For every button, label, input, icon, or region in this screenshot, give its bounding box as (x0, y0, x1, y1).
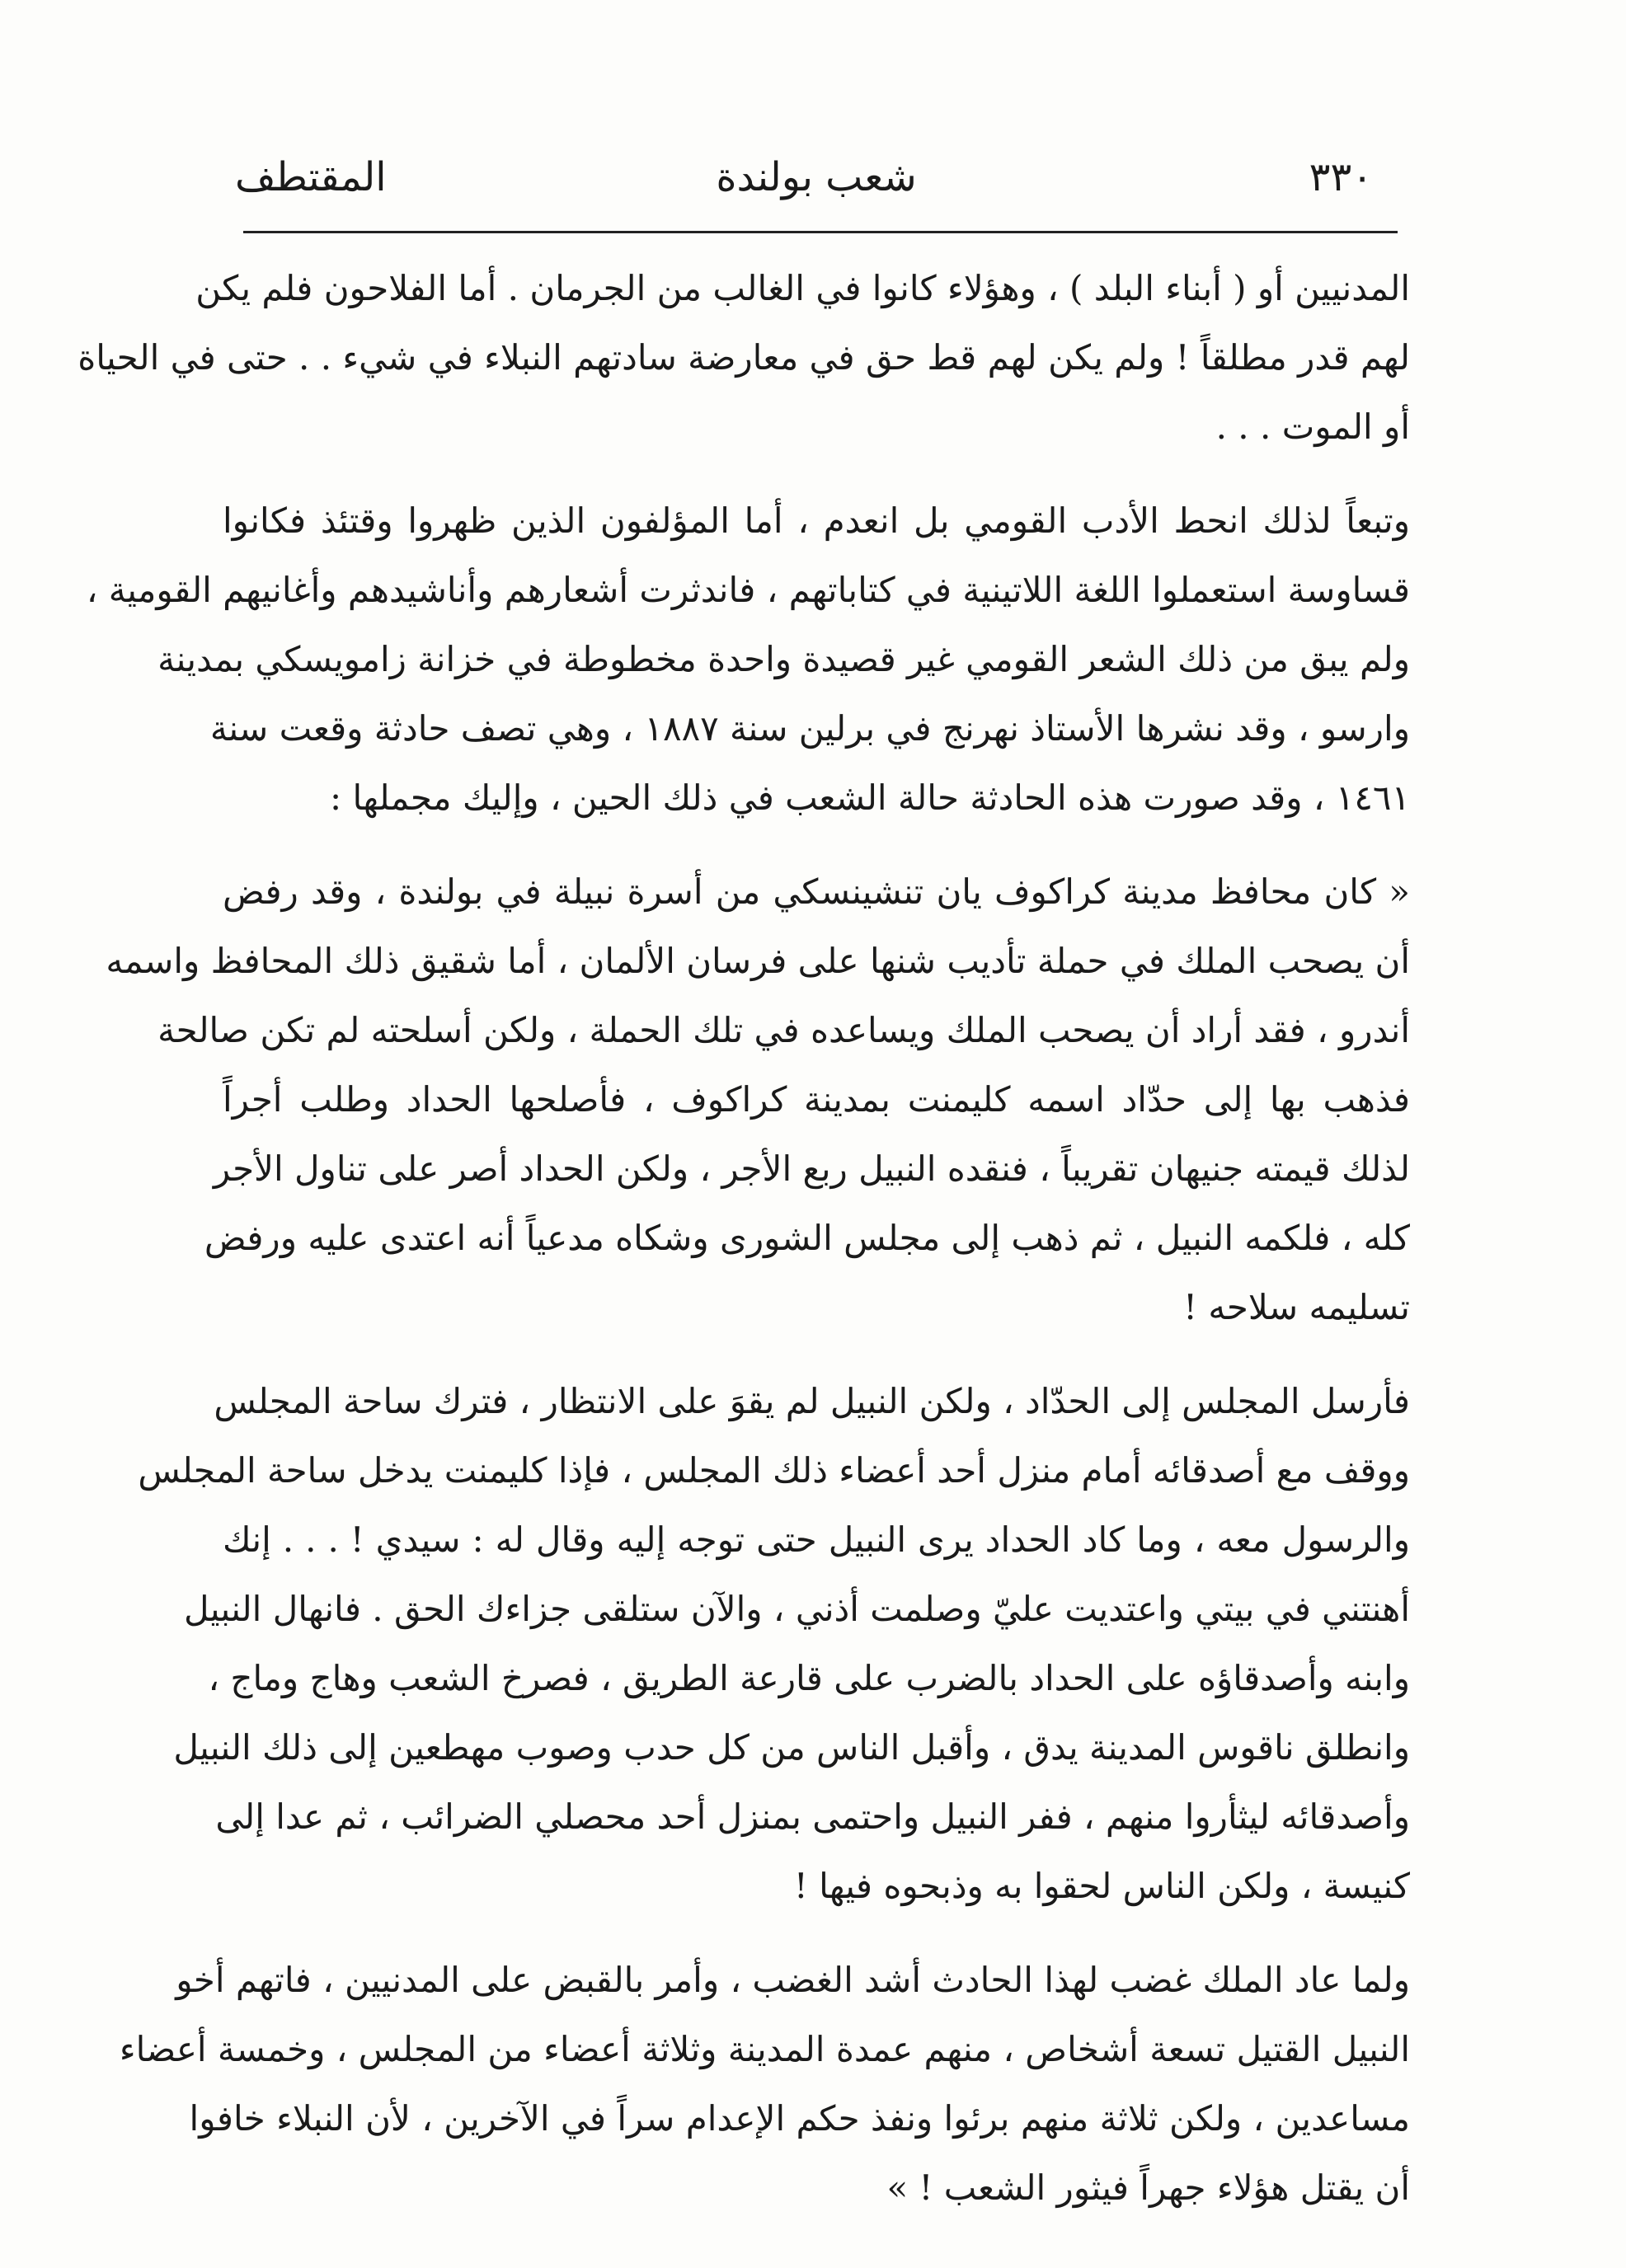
paragraph-5 (119, 1946, 1410, 2223)
text-line: كله ، فلكمه النبيل ، ثم ذهب إلى مجلس الشورى وشكاه مدعياً أنه اعتدى عليه ورفض (204, 1218, 1410, 1258)
text-line: تسليمه سلاحه ! (1183, 1287, 1410, 1327)
text-line: أندرو ، فقد أراد أن يصحب الملك ويساعده في تلك الحملة ، ولكن أسلحته لم تكن صالحة (157, 1010, 1410, 1050)
text-line: ولما عاد الملك غضب لهذا الحادث أشد الغضب ، وأمر بالقبض على المدنيين ، فاتهم أخو (176, 1960, 1410, 2000)
text-line: فذهب بها إلى حدّاد اسمه كليمنت بمدينة كراكوف ، فأصلحها الحداد وطلب أجراً (223, 1079, 1410, 1120)
text-line: « كان محافظ مدينة كراكوف يان تنشينسكي من أسرة نبيلة في بولندة ، وقد رفض (223, 871, 1410, 912)
text-line: أن يصحب الملك في حملة تأديب شنها على فرسان الألمان ، أما شقيق ذلك المحافظ واسمه (106, 941, 1410, 981)
text-line: لهم قدر مطلقاً ! ولم يكن لهم قط حق في معارضة سادتهم النبلاء في شيء . . حتى في الحياة (78, 337, 1410, 378)
text-line: مساعدين ، ولكن ثلاثة منهم برئوا ونفذ حكم الإعدام سراً في الآخرين ، لأن النبلاء خافوا (189, 2098, 1410, 2139)
text-line: فأرسل المجلس إلى الحدّاد ، ولكن النبيل لم يقوَ على الانتظار ، فترك ساحة المجلس (214, 1381, 1410, 1421)
text-line: لذلك قيمته جنيهان تقريباً ، فنقده النبيل ربع الأجر ، ولكن الحداد أصر على تناول الأجر (213, 1148, 1410, 1189)
paragraph-2 (86, 486, 1410, 833)
paragraph-1 (78, 254, 1410, 462)
text-line: أو الموت . . . (1215, 406, 1410, 447)
running-header (235, 148, 1398, 206)
page-number: ٣٣٠ (1309, 154, 1373, 200)
article-title: شعب بولندة (716, 154, 917, 200)
header-rule (243, 231, 1398, 233)
text-line: وارسو ، وقد نشرها الأستاذ نهرنج في برلين سنة ١٨٨٧ ، وهي تصف حادثة وقعت سنة (209, 708, 1410, 749)
text-line: وانطلق ناقوس المدينة يدق ، وأقبل الناس من كل حدب وصوب مهطعين إلى ذلك النبيل (173, 1727, 1410, 1768)
text-line: ووقف مع أصدقائه أمام منزل أحد أعضاء ذلك المجلس ، فإذا كليمنت يدخل ساحة المجلس (138, 1450, 1410, 1491)
paragraph-3 (106, 857, 1410, 1342)
text-line: أهنتني في بيتي واعتديت عليّ وصلمت أذني ، والآن ستلقى جزاءك الحق . فانهال النبيل (184, 1589, 1410, 1629)
text-line: والرسول معه ، وما كاد الحداد يرى النبيل حتى توجه إليه وقال له : سيدي ! . . . إنك (223, 1519, 1410, 1560)
text-line: كنيسة ، ولكن الناس لحقوا به وذبحوه فيها ! (793, 1866, 1410, 1906)
text-line: وابنه وأصدقاؤه على الحداد بالضرب على قارعة الطريق ، فصرخ الشعب وهاج وماج ، (208, 1658, 1410, 1698)
text-line: المدنيين أو ( أبناء البلد ) ، وهؤلاء كانوا في الغالب من الجرمان . أما الفلاحون فلم يكن (195, 268, 1410, 308)
text-line: النبيل القتيل تسعة أشخاص ، منهم عمدة المدينة وثلاثة أعضاء من المجلس ، وخمسة أعضاء (119, 2029, 1410, 2069)
text-line: ١٤٦١ ، وقد صورت هذه الحادثة حالة الشعب في ذلك الحين ، وإليك مجملها : (330, 777, 1410, 818)
journal-name: المقتطف (235, 154, 387, 200)
text-line: أن يقتل هؤلاء جهراً فيثور الشعب ! » (886, 2167, 1410, 2208)
article-body (78, 254, 1410, 2223)
paragraph-4 (138, 1367, 1410, 1921)
text-line: وتبعاً لذلك انحط الأدب القومي بل انعدم ، أما المؤلفون الذين ظهروا وقتئذ فكانوا (223, 500, 1410, 541)
text-line: قساوسة استعملوا اللغة اللاتينية في كتاباتهم ، فاندثرت أشعارهم وأناشيدهم وأغانيهم القومية ، (86, 570, 1410, 610)
text-line: وأصدقائه ليثأروا منهم ، ففر النبيل واحتمى بمنزل أحد محصلي الضرائب ، ثم عدا إلى (215, 1796, 1410, 1837)
text-line: ولم يبق من ذلك الشعر القومي غير قصيدة واحدة مخطوطة في خزانة زامويسكي بمدينة (157, 639, 1410, 679)
